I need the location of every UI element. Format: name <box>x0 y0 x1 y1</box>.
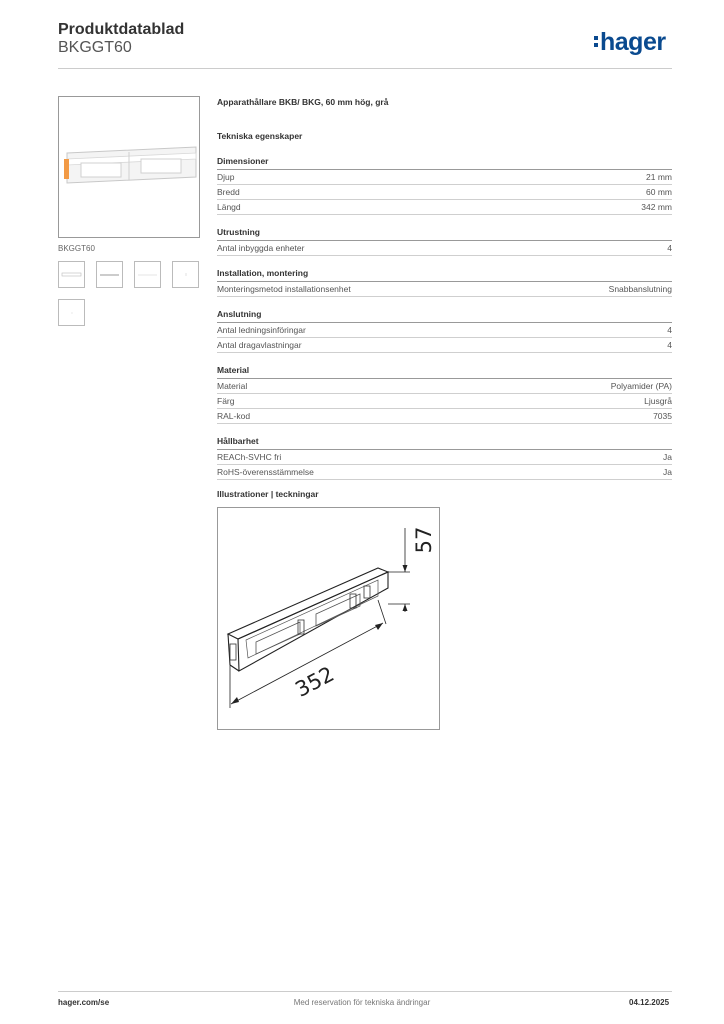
thumbnail-front-icon <box>59 262 84 287</box>
spec-value: 342 mm <box>641 202 672 212</box>
spec-value: 7035 <box>653 411 672 421</box>
spec-label: Färg <box>217 396 235 406</box>
product-code: BKGGT60 <box>58 39 132 56</box>
thumbnail-3[interactable] <box>134 261 161 288</box>
spec-label: Antal ledningsinföringar <box>217 325 306 335</box>
spec-row <box>217 450 672 465</box>
spec-value: 4 <box>667 243 672 253</box>
spec-value: 21 mm <box>646 172 672 182</box>
spec-label: Material <box>217 381 248 391</box>
spec-row <box>217 338 672 353</box>
spec-value: Snabbanslutning <box>608 284 672 294</box>
spec-group-title: Utrustning <box>217 227 672 241</box>
spec-row <box>217 170 672 185</box>
thumbnail-end-icon <box>173 262 198 287</box>
illustrations-heading: Illustrationer | teckningar <box>217 489 319 499</box>
thumbnail-side-icon <box>97 262 122 287</box>
spec-group-connection <box>217 309 672 353</box>
spec-value: 60 mm <box>646 187 672 197</box>
spec-group-title: Installation, montering <box>217 268 672 282</box>
spec-label: Monteringsmetod installationsenhet <box>217 284 351 294</box>
thumbnail-2[interactable] <box>96 261 123 288</box>
spec-group-title: Material <box>217 365 672 379</box>
spec-group-installation <box>217 268 672 297</box>
spec-row <box>217 185 672 200</box>
spec-group-equipment <box>217 227 672 256</box>
dimension-length-label: 352 <box>291 661 339 702</box>
header-divider <box>58 68 672 69</box>
spec-label: REACh-SVHC fri <box>217 452 282 462</box>
page-title: Produktdatablad <box>58 21 185 38</box>
spec-value: 4 <box>667 325 672 335</box>
spec-value: Ja <box>663 467 672 477</box>
spec-row <box>217 409 672 424</box>
dimension-drawing <box>217 507 440 730</box>
spec-value: Polyamider (PA) <box>610 381 672 391</box>
spec-group-title: Hållbarhet <box>217 436 672 450</box>
spec-row <box>217 200 672 215</box>
dimension-height-label: 57 <box>412 526 436 554</box>
spec-table <box>217 156 672 492</box>
dimension-drawing-svg <box>218 508 439 729</box>
product-image-caption: BKGGT60 <box>58 244 95 253</box>
spec-group-title: Dimensioner <box>217 156 672 170</box>
specs-heading: Tekniska egenskaper <box>217 131 303 141</box>
spec-row <box>217 465 672 480</box>
spec-group-sustainability <box>217 436 672 480</box>
spec-row <box>217 282 672 297</box>
thumbnail-5[interactable] <box>58 299 85 326</box>
spec-row <box>217 394 672 409</box>
footer-disclaimer: Med reservation för tekniska ändringar <box>293 998 431 1007</box>
spec-label: Djup <box>217 172 235 182</box>
thumbnail-4[interactable] <box>172 261 199 288</box>
spec-group-material <box>217 365 672 424</box>
spec-group-title: Anslutning <box>217 309 672 323</box>
spec-label: Antal inbyggda enheter <box>217 243 305 253</box>
footer-website-link[interactable]: hager.com/se <box>58 998 110 1007</box>
thumbnail-top-icon <box>135 262 160 287</box>
product-illustration <box>59 97 199 237</box>
spec-row <box>217 323 672 338</box>
spec-value: 4 <box>667 340 672 350</box>
spec-label: Längd <box>217 202 241 212</box>
spec-value: Ljusgrå <box>644 396 672 406</box>
spec-row <box>217 241 672 256</box>
spec-label: Antal dragavlastningar <box>217 340 302 350</box>
footer-divider <box>58 991 672 992</box>
logo-text: hager <box>600 28 666 56</box>
spec-row <box>217 379 672 394</box>
footer-date: 04.12.2025 <box>629 998 670 1007</box>
spec-label: RAL-kod <box>217 411 251 421</box>
product-title: Apparathållare BKB/ BKG, 60 mm hög, grå <box>217 97 389 107</box>
spec-value: Ja <box>663 452 672 462</box>
spec-label: RoHS-överensstämmelse <box>217 467 314 477</box>
logo-dots-icon <box>594 33 598 50</box>
spec-group-dimensions <box>217 156 672 215</box>
spec-label: Bredd <box>217 187 240 197</box>
product-image <box>58 96 200 238</box>
hager-logo <box>594 28 666 57</box>
thumbnail-detail-icon <box>59 300 84 325</box>
thumbnail-1[interactable] <box>58 261 85 288</box>
